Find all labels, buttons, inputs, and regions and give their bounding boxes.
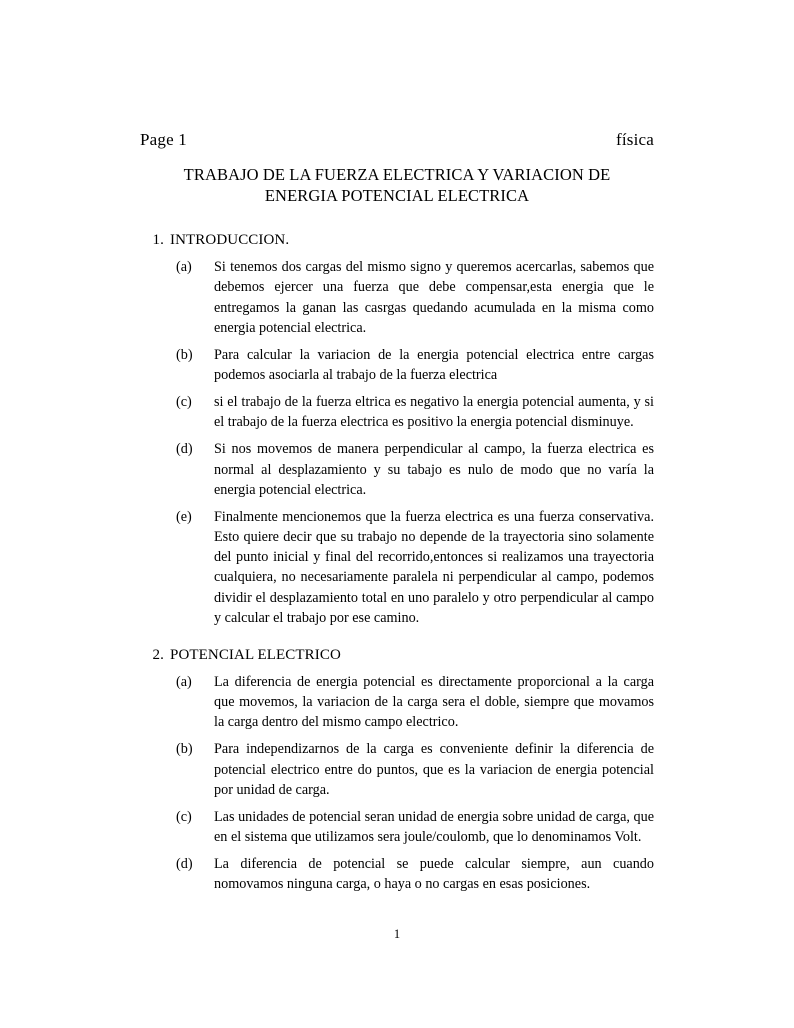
list-item — [176, 392, 654, 432]
list-item — [176, 854, 654, 894]
list-item — [176, 739, 654, 799]
header-page-label: Page 1 — [140, 130, 187, 149]
list-item-label: (d) — [176, 856, 193, 873]
list-item-label: (a) — [176, 673, 192, 690]
list-item-text: Finalmente mencionemos que la fuerza electrica es una fuerza conservativa. Esto quiere decir que su trabajo no depende de la trayectoria sino solamente del punto inicial y final del recorrido,entonces si realizamos una trayectoria cualquiera, no necesariamente paralela ni perpendicular al campo, podemos dividir el desplazamiento total en uno paralelo y otro perpendicular al campo y calcular el trabajo por ese camino. — [214, 508, 654, 626]
list-item-label: (e) — [176, 508, 192, 525]
section-1-items — [176, 257, 654, 628]
page-title-line-2: ENERGIA POTENCIAL ELECTRICA — [264, 186, 530, 206]
list-item-label: (c) — [176, 808, 192, 825]
section-1 — [140, 232, 654, 628]
list-item — [176, 345, 654, 385]
list-item-text: La diferencia de potencial se puede calcular siempre, aun cuando nomovamos ninguna carga, o haya o no cargas en esas posiciones. — [214, 856, 654, 893]
list-item-label: (b) — [176, 346, 193, 363]
page-header — [140, 130, 654, 150]
list-item-text: si el trabajo de la fuerza eltrica es negativo la energia potencial aumenta, y si el trabajo de la fuerza electrica es positivo la energia potencial disminuye. — [214, 394, 654, 431]
section-2-number: 2. — [152, 646, 164, 663]
list-item-text: Si nos movemos de manera perpendicular al campo, la fuerza electrica es normal al desplazamiento y su tabajo es nulo de modo que no varía la energia potencial electrica. — [214, 441, 654, 498]
section-1-title: INTRODUCCION. — [170, 232, 290, 249]
section-1-number: 1. — [152, 232, 164, 249]
list-item — [176, 807, 654, 847]
section-1-heading — [140, 232, 654, 249]
list-item — [176, 257, 654, 338]
section-2-items — [176, 672, 654, 895]
section-2 — [140, 635, 654, 895]
page-title — [140, 164, 654, 206]
section-list — [140, 232, 654, 894]
list-item-label: (d) — [176, 441, 193, 458]
list-item-label: (c) — [176, 394, 192, 411]
page-title-line-1: TRABAJO DE LA FUERZA ELECTRICA Y VARIACION DE — [183, 165, 611, 184]
list-item-text: Para calcular la variacion de la energia potencial electrica entre cargas podemos asociarla al trabajo de la fuerza electrica — [214, 346, 654, 383]
list-item-text: Las unidades de potencial seran unidad de energia sobre unidad de carga, que en el sistema que utilizamos sera joule/coulomb, que lo denominamos Volt. — [214, 808, 654, 845]
list-item-text: La diferencia de energia potencial es directamente proporcional a la carga que movemos, la variacion de la carga sera el doble, siempre que movamos la carga dentro del mismo campo electrico. — [214, 673, 654, 731]
section-spacer — [140, 635, 654, 647]
list-item-label: (a) — [176, 259, 192, 276]
section-2-heading — [140, 647, 654, 664]
list-item-text: Si tenemos dos cargas del mismo signo y queremos acercarlas, sabemos que debemos ejercer una fuerza que debe compensar,esta energia que le entregamos la ganan las casrgas quedando acumulada en la misma como energia potencial electrica. — [214, 259, 654, 336]
list-item — [176, 672, 654, 732]
page-number-footer: 1 — [393, 927, 401, 941]
list-item-label: (b) — [176, 741, 193, 758]
list-item — [176, 439, 654, 499]
header-subject-label: física — [615, 130, 654, 149]
section-2-title: POTENCIAL ELECTRICO — [170, 646, 341, 663]
list-item-text: Para independizarnos de la carga es conveniente definir la diferencia de potencial electrico entre do puntos, que es la variacion de energia potencial por unidad de carga. — [214, 741, 654, 798]
list-item — [176, 507, 654, 628]
